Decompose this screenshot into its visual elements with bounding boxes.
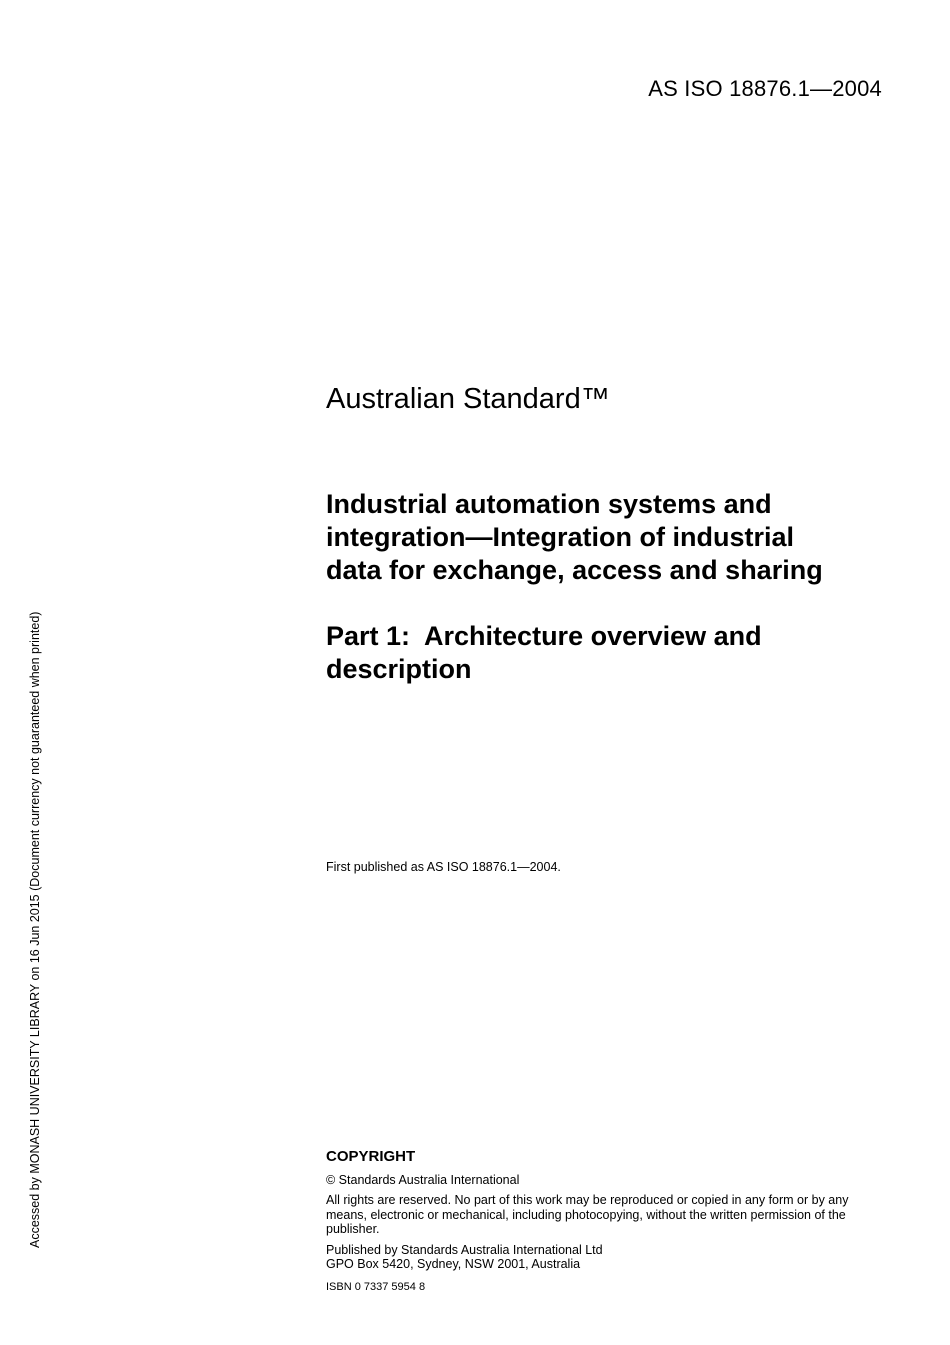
part-title-line: Part 1: Architecture overview and [326,621,762,651]
title-line: data for exchange, access and sharing [326,555,823,585]
document-title [326,488,906,587]
publisher-line: GPO Box 5420, Sydney, NSW 2001, Australia [326,1257,581,1271]
publisher-line: Published by Standards Australia International Ltd [326,1242,603,1257]
copyright-rights: All rights are reserved. No part of this work may be reproduced or copied in any form or by any means, electronic or mechanical, including photocopying, without the written permission of the publisher. [326,1193,849,1236]
access-watermark: Accessed by MONASH UNIVERSITY LIBRARY on 16 Jun 2015 (Document currency not guaranteed when printed) [28,611,42,1248]
copyright-heading: COPYRIGHT [326,1148,416,1165]
copyright-holder: © Standards Australia International [326,1172,520,1187]
title-line: integration—Integration of industrial [326,522,794,552]
standard-brand: Australian Standard™ [326,383,610,415]
publisher-info [326,1243,886,1272]
first-published-note: First published as AS ISO 18876.1—2004. [326,860,561,874]
document-part-title [326,620,886,686]
copyright-block [326,1150,886,1294]
isbn: ISBN 0 7337 5954 8 [326,1280,426,1293]
part-title-line: description [326,654,472,684]
document-number: AS ISO 18876.1—2004 [648,76,882,101]
title-line: Industrial automation systems and [326,489,772,519]
